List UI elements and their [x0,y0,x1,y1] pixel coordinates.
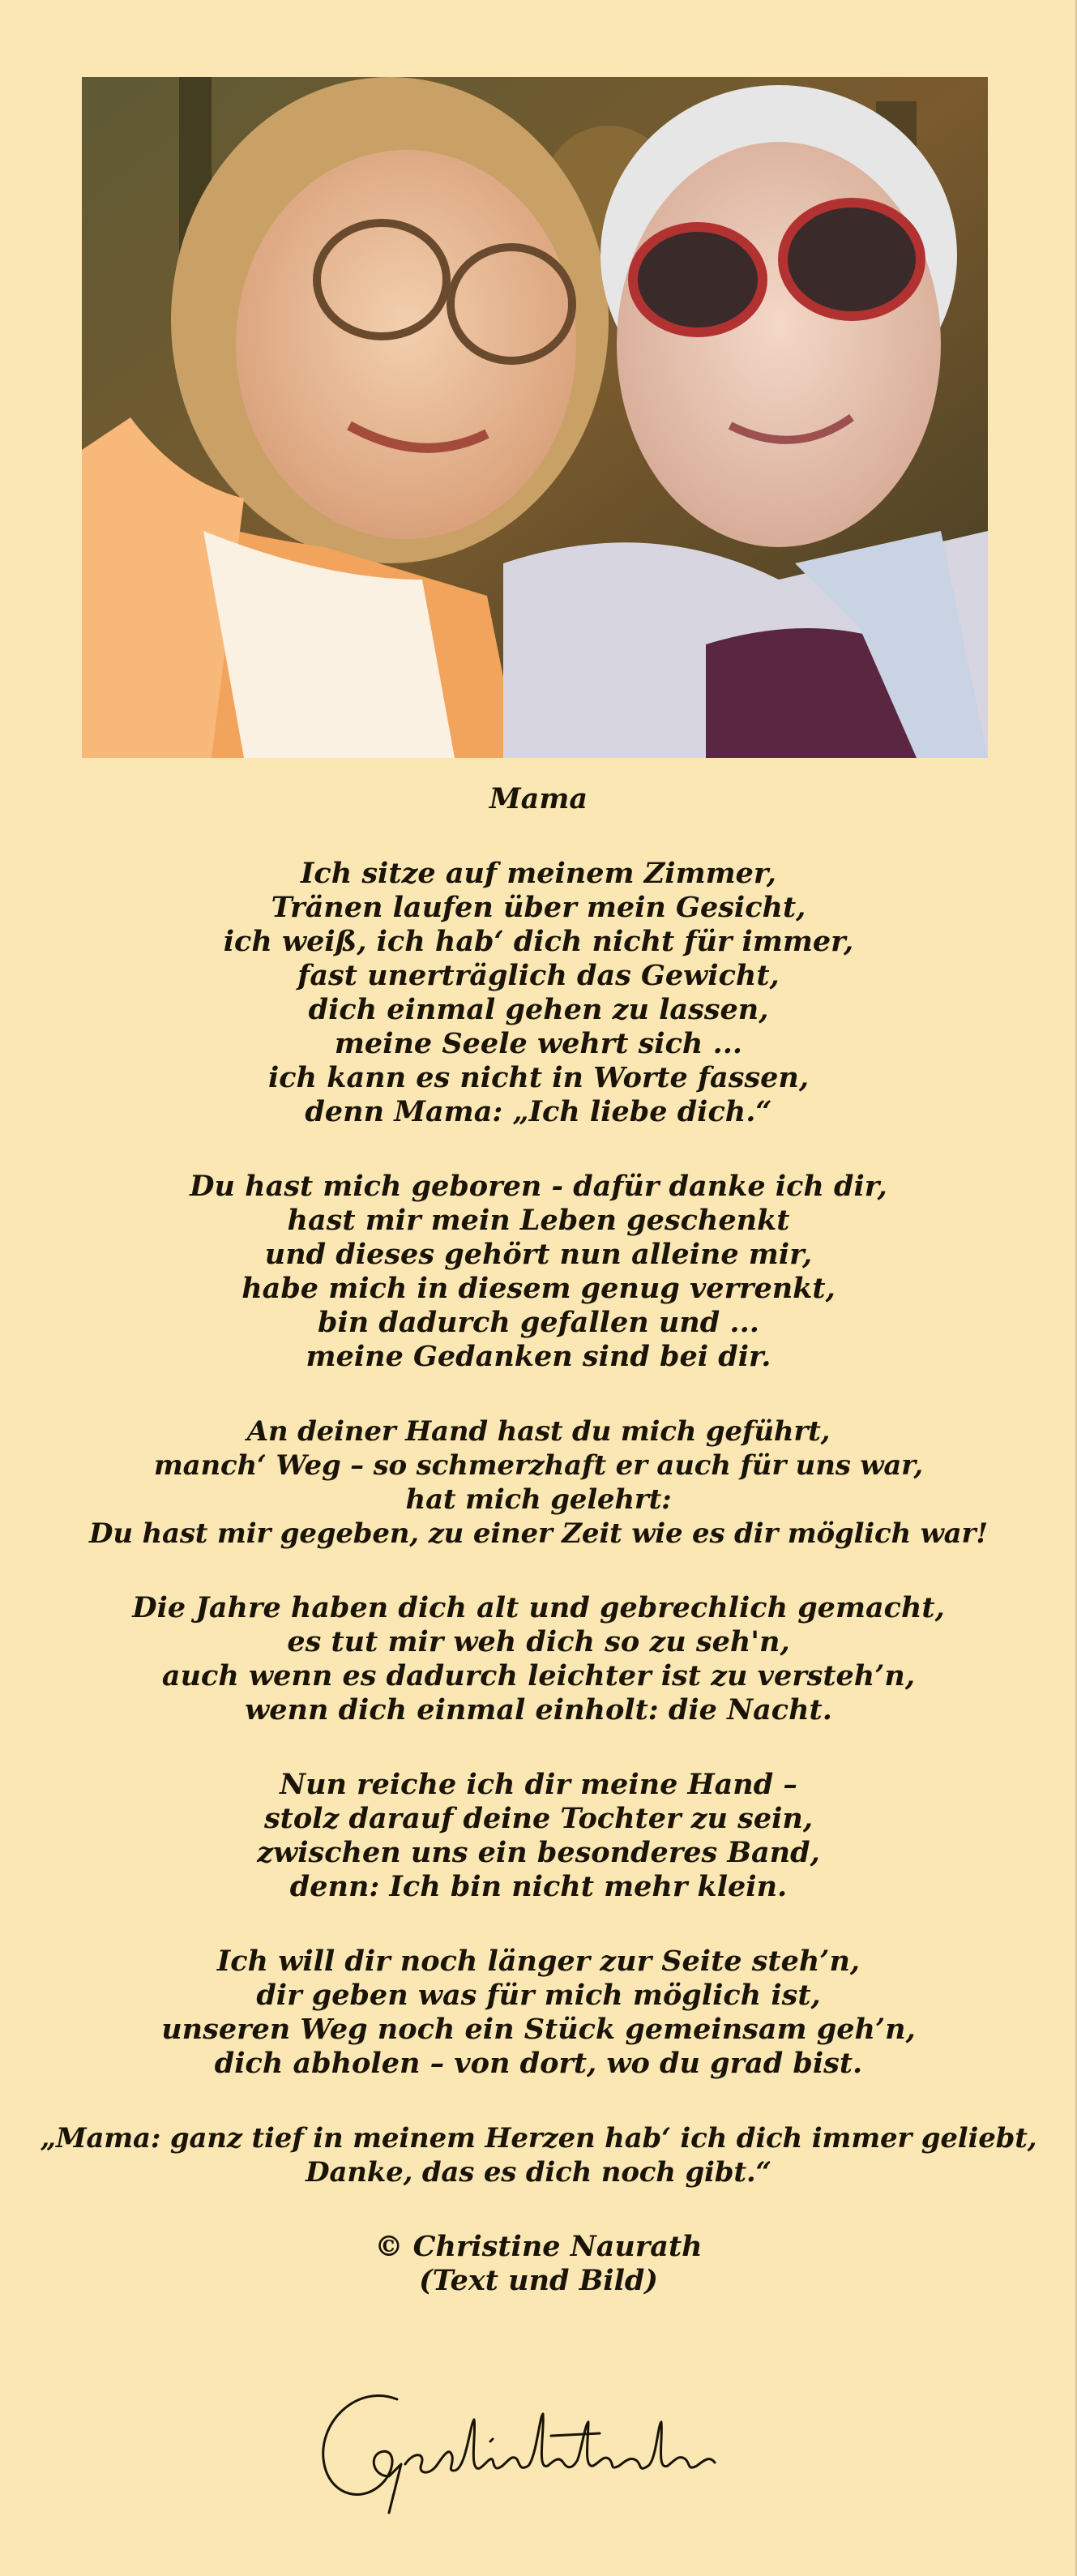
copyright [0,2230,1077,2298]
stanza-5 [0,1768,1077,1904]
poem-line: meine Seele wehrt sich ... [334,1027,743,1060]
poem-title: Mama [489,782,588,815]
stanza-1 [0,857,1077,1129]
poem-line: An deiner Hand hast du mich geführt, [246,1415,831,1448]
poem-line: es tut mir weh dich so zu seh'n, [287,1625,790,1658]
poem-line: dich einmal gehen zu lassen, [308,993,769,1026]
poem-line: auch wenn es dadurch leichter ist zu versteh’n, [161,1659,916,1692]
poem-line: fast unerträglich das Gewicht, [297,959,780,992]
poem-line: Ich sitze auf meinem Zimmer, [301,857,776,890]
copyright-author: © Christine Naurath [374,2230,703,2263]
poem-line: denn: Ich bin nicht mehr klein. [289,1870,788,1903]
poem-line: zwischen uns ein besonderes Band, [257,1836,820,1869]
poem-line: ich weiß, ich hab‘ dich nicht für immer, [223,925,854,958]
stanza-7 [0,2121,1077,2189]
poem-line: ich kann es nicht in Worte fassen, [267,1061,810,1094]
photo-two-women-selfie [82,77,988,758]
stanza-2 [0,1170,1077,1374]
poem-line: dir geben was für mich möglich ist, [256,1979,821,2012]
poem-line: Danke, das es dich noch gibt.“ [306,2156,771,2189]
gedichtezauber-signature-logo [308,2375,762,2521]
poem-line: hast mir mein Leben geschenkt [287,1204,790,1237]
stanza-4 [0,1591,1077,1727]
poem-line: und dieses gehört nun alleine mir, [264,1238,813,1271]
poem-line: Du hast mir gegeben, zu einer Zeit wie es dir möglich war! [89,1517,988,1550]
poem-line: „Mama: ganz tief in meinem Herzen hab‘ ich dich immer geliebt, [40,2122,1037,2155]
poem-line: dich abholen – von dort, wo du grad bist. [214,2047,863,2080]
poem-line: stolz darauf deine Tochter zu sein, [263,1802,814,1835]
poem-line: Nun reiche ich dir meine Hand – [280,1768,797,1801]
poem-line: bin dadurch gefallen und ... [318,1306,759,1339]
poem-line: manch‘ Weg – so schmerzhaft er auch für uns war, [153,1449,924,1482]
poem [0,782,1077,2339]
poem-line: hat mich gelehrt: [405,1483,672,1516]
poem-line: unseren Weg noch ein Stück gemeinsam geh’n, [161,2013,916,2046]
copyright-note: (Text und Bild) [419,2264,658,2297]
poem-line: Ich will dir noch länger zur Seite steh’n, [216,1945,861,1978]
stanza-3 [0,1414,1077,1551]
poem-line: meine Gedanken sind bei dir. [306,1340,771,1373]
poem-line: habe mich in diesem genug verrenkt, [241,1272,836,1305]
poem-line: wenn dich einmal einholt: die Nacht. [245,1693,832,1727]
poem-line: Du hast mich geboren - dafür danke ich dir, [190,1170,887,1203]
poem-line: Tränen laufen über mein Gesicht, [271,891,806,924]
stanza-6 [0,1945,1077,2081]
poem-line: denn Mama: „Ich liebe dich.“ [305,1095,772,1128]
poem-line: Die Jahre haben dich alt und gebrechlich gemacht, [132,1591,945,1624]
